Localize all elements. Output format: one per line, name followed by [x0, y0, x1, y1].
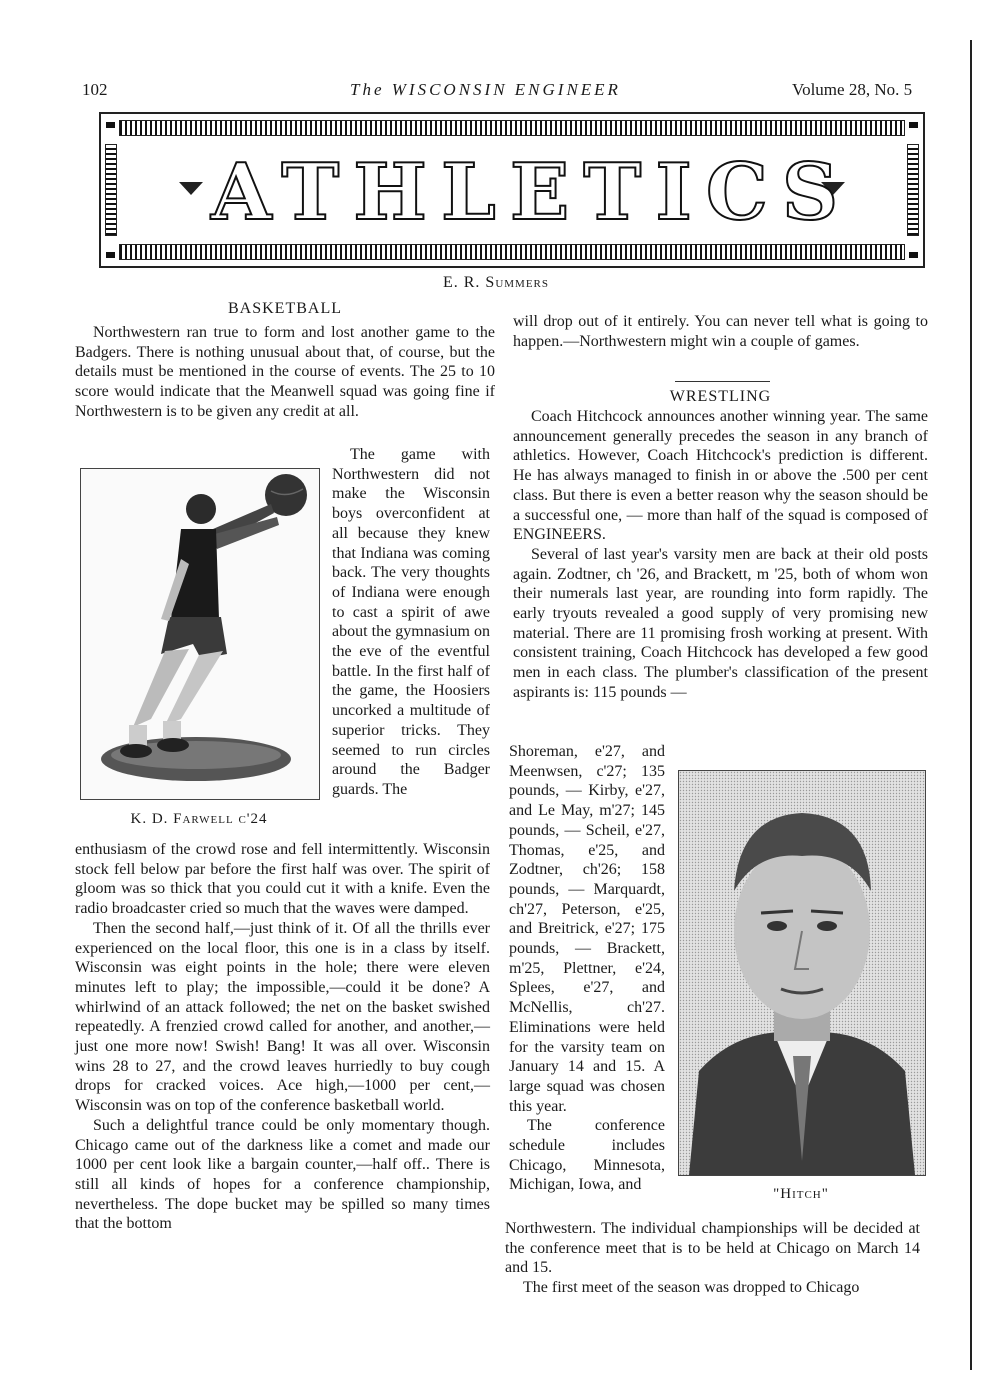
paragraph: The conference schedule includes Chicago, Minnesota, Michigan, Iowa, and: [509, 1117, 665, 1194]
paragraph: Then the second half,—just think of it. Of all the thrills ever experienced on the local floor, this one is in a class by itself. Wisconsin was eight points in the hole; there were eleven minutes left to play; the impossible,—could it be done? A whirlwind of an attack followed; the net on the basket swished repeatedly. A frenzied crowd called for another, and another,—just one more now! Swish! Bang! It was all over. Wisconsin wins 28 to 27, and the crowd leaves hurriedly to buy cough drops for cracked voices. Ace high,—1000 per cent,—Wisconsin was on top of the conference basketball world.: [75, 919, 490, 1115]
farwell-photo: [80, 468, 320, 800]
farwell-caption: K. D. Farwell c'24: [130, 811, 268, 827]
wrestling-side-text: [509, 742, 665, 1195]
banner-bottom-stripe: [119, 244, 905, 260]
page-edge: [970, 40, 972, 1370]
basketball-heading: BASKETBALL: [228, 300, 342, 317]
athletics-banner: [99, 112, 925, 268]
paragraph: The game with Northwestern did not make the Wisconsin boys overconfident at all because they knew that Indiana was coming back. The very thoughts of Indiana were enough to cast a spirit of awe about the gymnasium on the eve of the eventful battle. In the first half of the game, the Hoosiers uncorked a multitude of superior tricks. They seemed to run circles around the Badger guards. The: [332, 446, 490, 798]
portrait-icon: [679, 771, 925, 1175]
paragraph: The first meet of the season was dropped to Chicago: [523, 1279, 860, 1297]
basketball-continuation: [513, 312, 928, 351]
journal-title: The WISCONSIN ENGINEER: [350, 80, 621, 99]
banner-right-stripe: [907, 144, 919, 236]
caption-text: "Hitch": [773, 1186, 829, 1202]
volume-number: Volume 28, No. 5: [792, 80, 913, 99]
hitch-photo: [678, 770, 926, 1176]
paragraph: Northwestern ran true to form and lost another game to the Badgers. There is nothing unusual about that, of course, but the details must be mentioned in the course of events. The 25 to 10 score would indicate that the Meanwell squad was going fine if Northwestern is to be given any credit at all.: [75, 324, 495, 420]
banner-title: ATHLETICS: [211, 147, 853, 238]
paragraph: Northwestern. The individual championships will be decided at the conference meet that is to be held at Chicago on March 14 and 15.: [505, 1220, 920, 1277]
wrestling-conclusion: [505, 1219, 920, 1298]
banner-left-stripe: [105, 144, 117, 236]
banner-top-stripe: [119, 120, 905, 136]
section-divider: [675, 381, 770, 382]
corner-ornament: [909, 122, 918, 128]
paragraph: Several of last year's varsity men are back at their old posts again. Zodtner, ch '26, and Brackett, m '25, both of whom won their numerals last year, are rounding into form rapidly. The early tryouts revealed a good supply of very promising new material. There are 11 promising frosh working at present. With consistent training, Coach Hitchcock has developed a few good men in each class. The plumber's classification of the present aspirants is: 115 pounds —: [513, 545, 928, 701]
basketball-paragraph-2-side: [332, 445, 490, 800]
paragraph: enthusiasm of the crowd rose and fell intermittently. Wisconsin stock fell below par before the first half was over. The spirit of gloom was so thick that you could cut it with a knife. Even the radio broadcaster cried so much that the waves were damped.: [75, 841, 490, 918]
paragraph: Such a delightful trance could be only momentary though. Chicago came out of the darkness like a comet and made our 1000 per cent look like a bargain counter,—half off.. There is still all kinds of hopes for a conference championship, nevertheless. The dope bucket may be spilled so many times that the bottom: [75, 1116, 490, 1233]
paragraph: Coach Hitchcock announces another winning year. The same announcement generally precedes the season in any branch of athletics. However, Coach Hitchcock's prediction is different. He has always managed to finish in or above the .500 per cent class. But there is even a better reason why the season should be a successful one, — more than half of the squad is composed of ENGINEERS.: [513, 408, 928, 544]
corner-ornament: [106, 122, 115, 128]
corner-ornament: [106, 252, 115, 258]
paragraph: will drop out of it entirely. You can never tell what is going to happen.—Northwestern might win a couple of games.: [513, 313, 928, 350]
paragraph: Shoreman, e'27, and Meenwsen, c'27; 135 pounds, — Kirby, e'27, and Le May, m'27; 145 pounds, — Scheil, e'27, Thomas, e'25, and Zodtner, ch'26; 158 pounds, — Marquardt, ch'27, Peterson, e'25, and Breitrick, e'27; 175 pounds, — Brackett, m'25, Plettner, e'24, Splees, e'27, and McNellis, ch'27. Eliminations were held for the varsity team on January 14 and 15. A large squad was chosen this year.: [509, 743, 665, 1115]
triangle-ornament-icon: [179, 182, 203, 195]
basketball-paragraph-2-continued: [75, 840, 490, 1234]
corner-ornament: [909, 252, 918, 258]
basketball-player-icon: [81, 469, 319, 799]
basketball-paragraph-1: [75, 323, 495, 422]
wrestling-heading: WRESTLING: [669, 388, 772, 405]
wrestling-paragraphs: [513, 407, 928, 703]
hitch-caption: [678, 1186, 924, 1203]
page-number: 102: [82, 80, 108, 99]
byline: E. R. Summers: [442, 274, 550, 291]
